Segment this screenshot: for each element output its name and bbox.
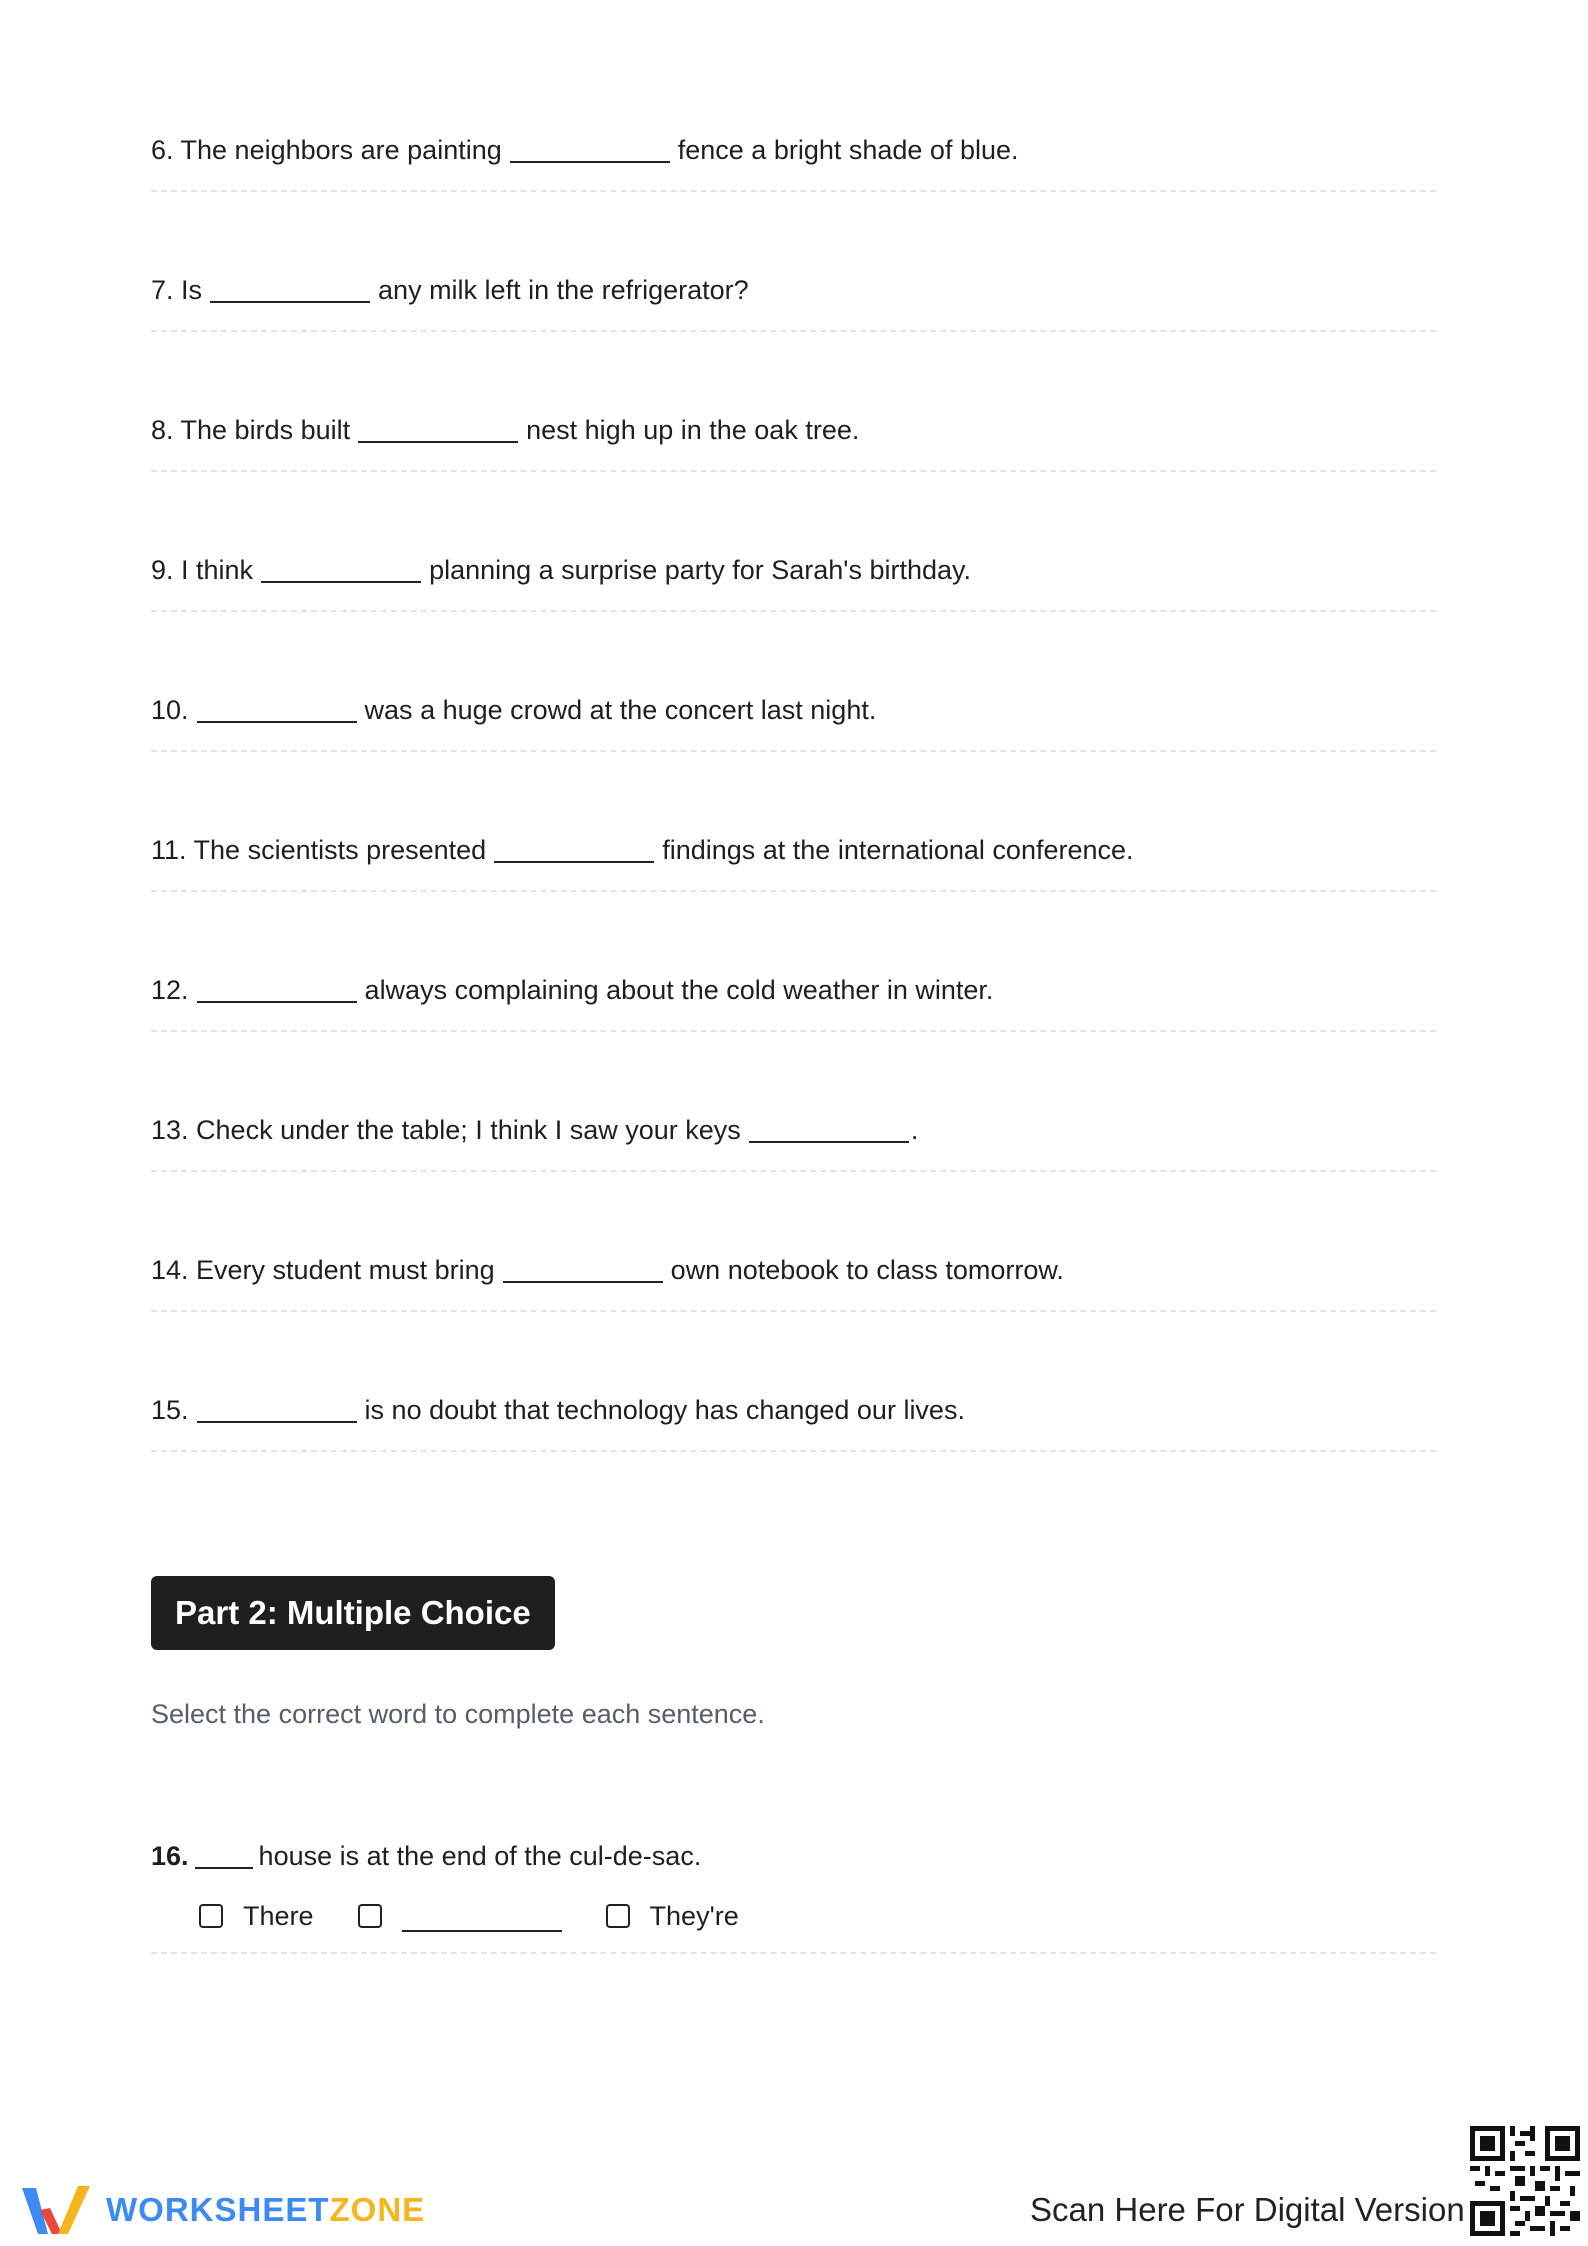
answer-blank[interactable] — [510, 131, 670, 163]
question-14 — [151, 1250, 1436, 1390]
question-after: nest high up in the oak tree. — [526, 415, 860, 445]
dashed-divider — [151, 190, 1436, 192]
checkbox[interactable] — [358, 1904, 382, 1928]
checkbox[interactable] — [606, 1904, 630, 1928]
question-before: 9. I think — [151, 555, 254, 585]
answer-blank[interactable] — [503, 1251, 663, 1283]
question-15 — [151, 1390, 1436, 1530]
dashed-divider — [151, 1030, 1436, 1032]
question-6 — [151, 130, 1436, 270]
question-before: 12. — [151, 975, 189, 1005]
mc-stem-text: house is at the end of the cul-de-sac. — [258, 1841, 702, 1871]
question-12 — [151, 970, 1436, 1110]
dashed-divider — [151, 1310, 1436, 1312]
question-13 — [151, 1110, 1436, 1250]
question-before: 10. — [151, 695, 189, 725]
question-text — [151, 270, 749, 310]
answer-blank[interactable] — [749, 1111, 909, 1143]
mc-question-number: 16. — [151, 1841, 189, 1871]
question-text — [151, 690, 876, 730]
option-there[interactable] — [199, 1896, 314, 1936]
question-text — [151, 830, 1134, 870]
dashed-divider — [151, 750, 1436, 752]
question-before: 15. — [151, 1395, 189, 1425]
option-theyre[interactable] — [606, 1896, 739, 1936]
answer-blank[interactable] — [197, 1391, 357, 1423]
answer-blank[interactable] — [358, 411, 518, 443]
question-7 — [151, 270, 1436, 410]
question-text — [151, 970, 993, 1010]
question-before: 14. Every student must bring — [151, 1255, 495, 1285]
option-answer-blank[interactable] — [402, 1900, 562, 1932]
question-after: was a huge crowd at the concert last night. — [364, 695, 877, 725]
question-before: 6. The neighbors are painting — [151, 135, 502, 165]
stem-blank — [195, 1841, 253, 1869]
question-text — [151, 130, 1019, 170]
dashed-divider — [151, 470, 1436, 472]
dashed-divider — [151, 1952, 1436, 1954]
dashed-divider — [151, 610, 1436, 612]
answer-blank[interactable] — [261, 551, 421, 583]
question-after: is no doubt that technology has changed our lives. — [364, 1395, 965, 1425]
question-after: always complaining about the cold weather in winter. — [364, 975, 994, 1005]
option-blank[interactable] — [358, 1900, 562, 1932]
question-after: any milk left in the refrigerator? — [378, 275, 749, 305]
question-8 — [151, 410, 1436, 550]
checkbox[interactable] — [199, 1904, 223, 1928]
question-after: own notebook to class tomorrow. — [670, 1255, 1064, 1285]
question-text — [151, 1390, 965, 1430]
question-after: planning a surprise party for Sarah's birthday. — [429, 555, 972, 585]
mc-stem — [151, 1836, 701, 1876]
option-label: There — [243, 1901, 314, 1931]
question-9 — [151, 550, 1436, 690]
mc-options — [199, 1894, 783, 1938]
question-after: fence a bright shade of blue. — [677, 135, 1019, 165]
question-before: 13. Check under the table; I think I saw your keys — [151, 1115, 741, 1145]
worksheetzone-logo — [18, 2180, 425, 2240]
question-11 — [151, 830, 1436, 970]
answer-blank[interactable] — [210, 271, 370, 303]
dashed-divider — [151, 1170, 1436, 1172]
dashed-divider — [151, 1450, 1436, 1452]
part2-instructions: Select the correct word to complete each sentence. — [151, 1699, 765, 1729]
question-text — [151, 550, 971, 590]
dashed-divider — [151, 330, 1436, 332]
option-label: They're — [649, 1901, 739, 1931]
dashed-divider — [151, 890, 1436, 892]
question-text — [151, 410, 859, 450]
question-after: . — [910, 1115, 919, 1145]
question-before: 8. The birds built — [151, 415, 351, 445]
scan-label: Scan Here For Digital Version — [1030, 2191, 1465, 2228]
answer-blank[interactable] — [494, 831, 654, 863]
brand-name: WORKSHEETZONE — [106, 2191, 426, 2228]
mc-question-16 — [151, 1836, 1436, 1956]
question-10 — [151, 690, 1436, 830]
answer-blank[interactable] — [197, 971, 357, 1003]
answer-blank[interactable] — [197, 691, 357, 723]
question-before: 11. The scientists presented — [151, 835, 487, 865]
part2-header: Part 2: Multiple Choice — [151, 1576, 555, 1650]
question-text — [151, 1250, 1064, 1290]
question-after: findings at the international conference. — [662, 835, 1134, 865]
logo-w-icon — [18, 2180, 94, 2240]
qr-code-icon[interactable] — [1470, 2126, 1580, 2236]
question-before: 7. Is — [151, 275, 203, 305]
question-text — [151, 1110, 918, 1150]
